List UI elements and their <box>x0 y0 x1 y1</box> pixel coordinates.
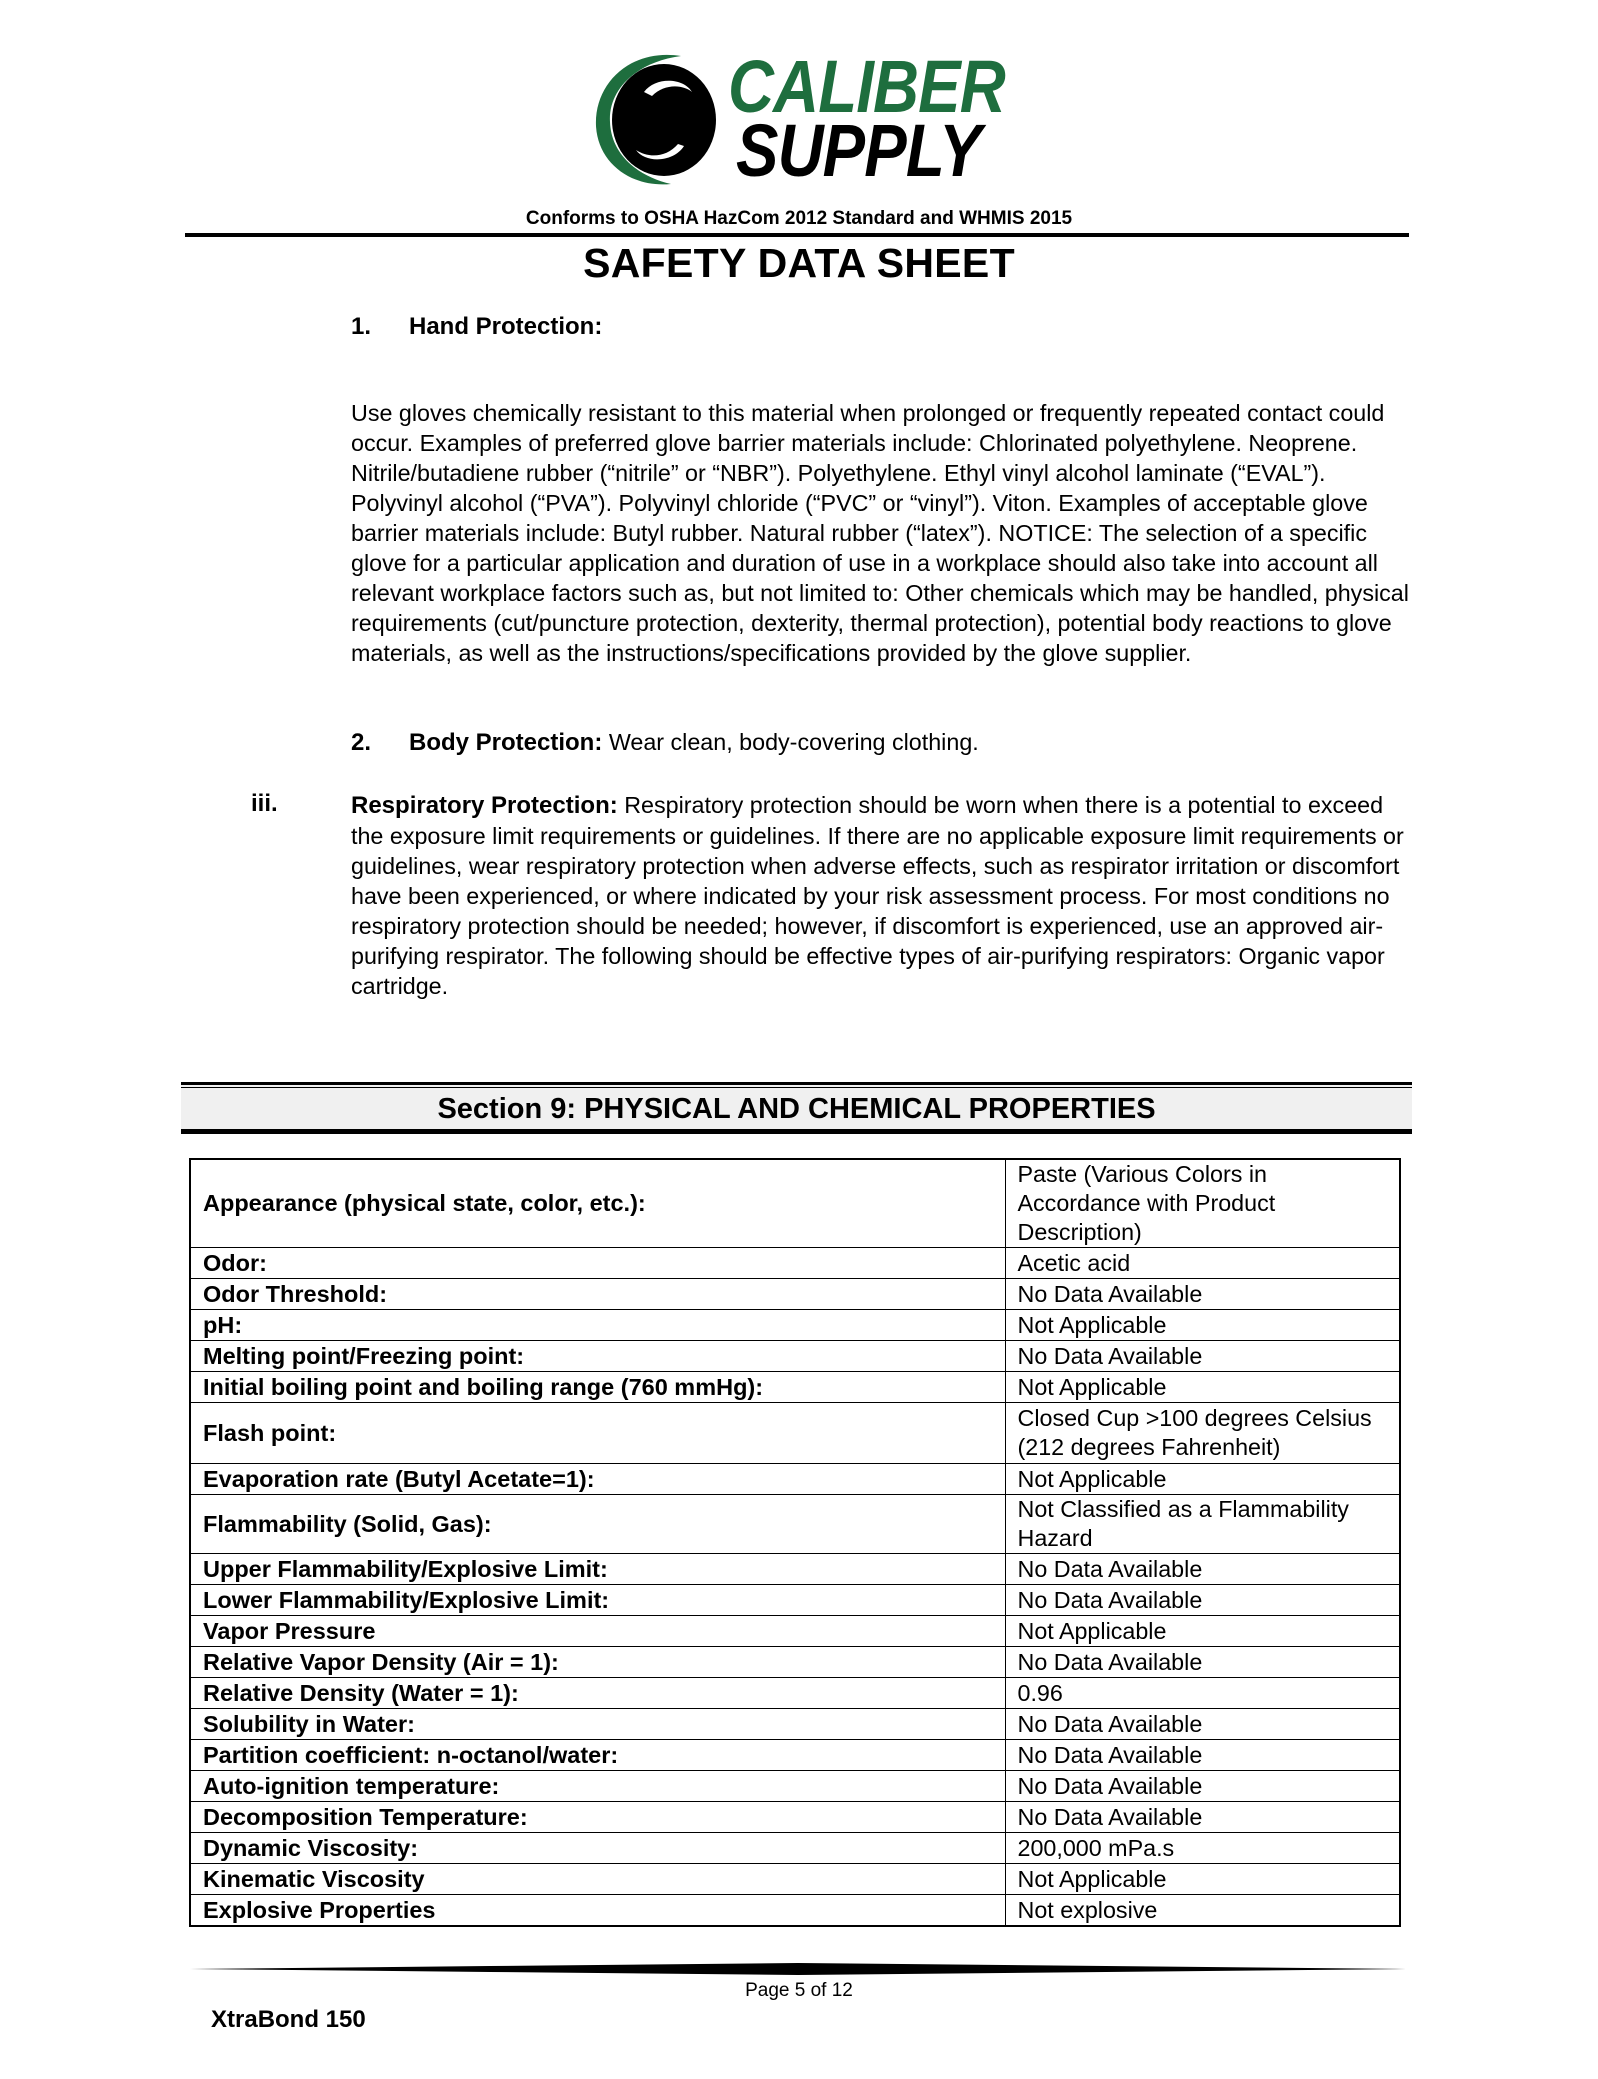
hand-protection-number: 1. <box>351 313 372 340</box>
property-name: Auto-ignition temperature: <box>190 1771 1005 1802</box>
conformance-statement: Conforms to OSHA HazCom 2012 Standard and WHMIS 2015 <box>525 208 1073 229</box>
caliber-swirl-logo-icon <box>586 48 726 188</box>
property-value: No Data Available <box>1005 1771 1400 1802</box>
property-name: Evaporation rate (Butyl Acetate=1): <box>190 1464 1005 1495</box>
property-name: Relative Density (Water = 1): <box>190 1678 1005 1709</box>
respiratory-protection-item <box>351 790 1411 1001</box>
respiratory-protection-heading: Respiratory Protection: <box>351 792 618 819</box>
property-name: Relative Vapor Density (Air = 1): <box>190 1647 1005 1678</box>
table-row <box>190 1310 1400 1341</box>
table-row <box>190 1464 1400 1495</box>
property-name: Dynamic Viscosity: <box>190 1833 1005 1864</box>
table-row <box>190 1372 1400 1403</box>
property-value: 0.96 <box>1005 1678 1400 1709</box>
property-name: Flash point: <box>190 1403 1005 1464</box>
table-row <box>190 1585 1400 1616</box>
property-name: Flammability (Solid, Gas): <box>190 1495 1005 1554</box>
property-value: Not Applicable <box>1005 1616 1400 1647</box>
property-value: No Data Available <box>1005 1740 1400 1771</box>
respiratory-protection-text: Respiratory protection should be worn when there is a potential to exceed the exposure limit requirements or guidelines. If there are no applicable exposure limit requirements or guidelines, wear respiratory protection when adverse effects, such as respirator irritation or discomfort have been experienced, or where indicated by your risk assessment process. For most conditions no respiratory protection should be needed; however, if discomfort is experienced, use an approved air-purifying respirator. The following should be effective types of air-purifying respirators: Organic vapor cartridge. <box>351 792 1404 999</box>
property-value: 200,000 mPa.s <box>1005 1833 1400 1864</box>
page-number: Page 5 of 12 <box>745 1980 853 2001</box>
property-name: Melting point/Freezing point: <box>190 1341 1005 1372</box>
property-name: Initial boiling point and boiling range (760 mmHg): <box>190 1372 1005 1403</box>
property-name: Appearance (physical state, color, etc.): <box>190 1159 1005 1248</box>
table-row <box>190 1802 1400 1833</box>
section-header-top-rule <box>181 1082 1412 1085</box>
table-row <box>190 1833 1400 1864</box>
property-name: Vapor Pressure <box>190 1616 1005 1647</box>
property-value: No Data Available <box>1005 1647 1400 1678</box>
property-value: Paste (Various Colors in Accordance with Product Description) <box>1005 1159 1400 1248</box>
logo-caliber-text: CALIBER <box>728 45 1005 128</box>
section-header-top-thin-rule <box>181 1087 1412 1088</box>
table-row <box>190 1678 1400 1709</box>
body-protection-text: Wear clean, body-covering clothing. <box>602 729 979 755</box>
table-row <box>190 1248 1400 1279</box>
hand-protection-heading: Hand Protection: <box>409 313 603 340</box>
property-value: Not Applicable <box>1005 1464 1400 1495</box>
section-9-header <box>181 1082 1412 1134</box>
table-row <box>190 1159 1400 1248</box>
table-row <box>190 1740 1400 1771</box>
hand-protection-text: Use gloves chemically resistant to this material when prolonged or frequently repeated contact could occur. Examples of preferred glove barrier materials include: Chlorinated polyethylene. Neoprene. Nitrile/butadiene rubber (“nitrile” or “NBR”). Polyethylene. Ethyl vinyl alcohol laminate (“EVAL”). Polyvinyl alcohol (“PVA”). Polyvinyl chloride (“PVC” or “vinyl”). Viton. Examples of acceptable glove barrier materials include: Butyl rubber. Natural rubber (“latex”). NOTICE: The selection of a specific glove for a particular application and duration of use in a workplace should also take into account all relevant workplace factors such as, but not limited to: Other chemicals which may be handled, physical requirements (cut/puncture protection, dexterity, thermal protection), potential body reactions to glove materials, as well as the instructions/specifications provided by the glove supplier. <box>351 400 1409 666</box>
property-name: Lower Flammability/Explosive Limit: <box>190 1585 1005 1616</box>
table-row <box>190 1403 1400 1464</box>
property-value: Closed Cup >100 degrees Celsius (212 degrees Fahrenheit) <box>1005 1403 1400 1464</box>
body-protection-heading: Body Protection: <box>409 729 603 756</box>
product-name: XtraBond 150 <box>211 2006 366 2033</box>
property-value: Not Classified as a Flammability Hazard <box>1005 1495 1400 1554</box>
property-name: Explosive Properties <box>190 1895 1005 1927</box>
table-row <box>190 1554 1400 1585</box>
header-divider <box>185 233 1409 237</box>
property-value: No Data Available <box>1005 1709 1400 1740</box>
table-row <box>190 1616 1400 1647</box>
table-row <box>190 1864 1400 1895</box>
property-value: No Data Available <box>1005 1279 1400 1310</box>
property-name: Decomposition Temperature: <box>190 1802 1005 1833</box>
section-9-title: Section 9: PHYSICAL AND CHEMICAL PROPERTIES <box>437 1093 1156 1125</box>
physical-chemical-properties-table <box>189 1158 1401 1927</box>
property-name: pH: <box>190 1310 1005 1341</box>
property-name: Odor: <box>190 1248 1005 1279</box>
body-protection-item <box>409 729 979 757</box>
property-value: Not Applicable <box>1005 1864 1400 1895</box>
respiratory-protection-number: iii. <box>251 790 278 817</box>
property-value: No Data Available <box>1005 1802 1400 1833</box>
section-header-bottom-rule <box>181 1129 1412 1134</box>
table-row <box>190 1341 1400 1372</box>
property-name: Kinematic Viscosity <box>190 1864 1005 1895</box>
property-name: Partition coefficient: n-octanol/water: <box>190 1740 1005 1771</box>
table-row <box>190 1709 1400 1740</box>
body-protection-number: 2. <box>351 729 372 756</box>
property-name: Solubility in Water: <box>190 1709 1005 1740</box>
document-title: SAFETY DATA SHEET <box>583 240 1015 286</box>
logo-supply-text: SUPPLY <box>736 109 981 192</box>
property-name: Upper Flammability/Explosive Limit: <box>190 1554 1005 1585</box>
table-row <box>190 1895 1400 1927</box>
property-value: Not explosive <box>1005 1895 1400 1927</box>
table-row <box>190 1279 1400 1310</box>
property-value: Acetic acid <box>1005 1248 1400 1279</box>
property-value: Not Applicable <box>1005 1372 1400 1403</box>
property-value: Not Applicable <box>1005 1310 1400 1341</box>
caliber-supply-logo <box>586 45 1006 192</box>
property-value: No Data Available <box>1005 1341 1400 1372</box>
table-row <box>190 1647 1400 1678</box>
property-value: No Data Available <box>1005 1554 1400 1585</box>
table-row <box>190 1495 1400 1554</box>
table-row <box>190 1771 1400 1802</box>
property-name: Odor Threshold: <box>190 1279 1005 1310</box>
property-value: No Data Available <box>1005 1585 1400 1616</box>
footer-divider <box>190 1962 1406 1976</box>
